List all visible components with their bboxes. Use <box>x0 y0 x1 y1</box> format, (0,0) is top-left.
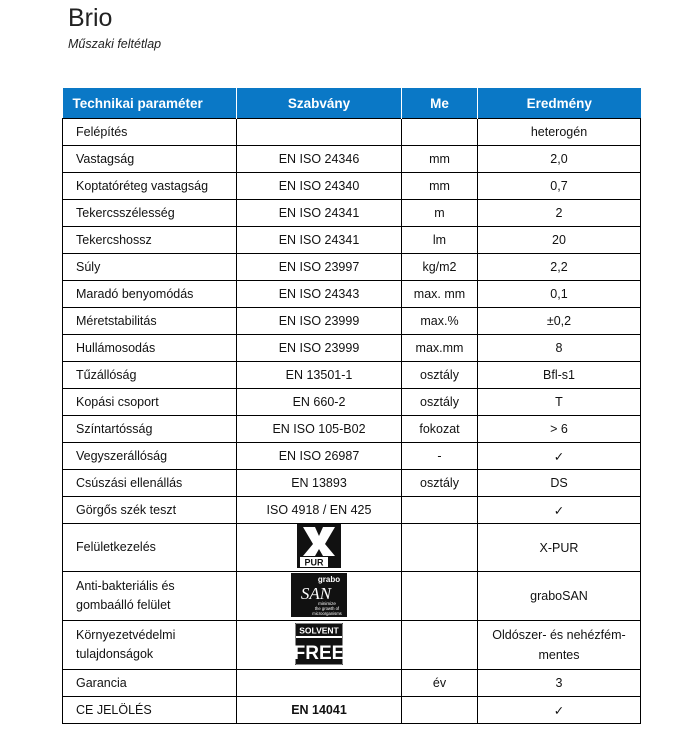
result-cell: 2,0 <box>478 146 641 173</box>
table-row <box>63 335 641 362</box>
table-row <box>63 308 641 335</box>
result-line-2: mentes <box>538 648 580 662</box>
unit-cell: max. mm <box>402 281 478 308</box>
param-cell: CE JELÖLÉS <box>63 697 237 724</box>
standard-cell: EN ISO 105-B02 <box>237 416 402 443</box>
result-cell: 0,1 <box>478 281 641 308</box>
table-row <box>63 281 641 308</box>
grabosan-small-2: the growth of <box>314 605 340 611</box>
result-cell: > 6 <box>478 416 641 443</box>
unit-cell: - <box>402 443 478 470</box>
result-cell: ±0,2 <box>478 308 641 335</box>
standard-cell: EN ISO 24341 <box>237 227 402 254</box>
table-row <box>63 497 641 524</box>
standard-cell: EN ISO 24346 <box>237 146 402 173</box>
param-cell: Maradó benyomódás <box>63 281 237 308</box>
table-row-guarantee <box>63 670 641 697</box>
param-cell <box>63 572 237 621</box>
result-cell: 2,2 <box>478 254 641 281</box>
param-cell: Koptatóréteg vastagság <box>63 173 237 200</box>
unit-cell: m <box>402 200 478 227</box>
unit-cell: év <box>402 670 478 697</box>
result-cell: X-PUR <box>478 524 641 572</box>
result-cell: T <box>478 389 641 416</box>
standard-cell: EN ISO 23997 <box>237 254 402 281</box>
standard-cell: EN ISO 23999 <box>237 308 402 335</box>
standard-cell <box>237 621 402 670</box>
xpur-logo-text: PUR <box>304 557 324 568</box>
param-cell: Méretstabilitás <box>63 308 237 335</box>
unit-cell <box>402 524 478 572</box>
result-cell: 20 <box>478 227 641 254</box>
param-cell: Tekercshossz <box>63 227 237 254</box>
standard-cell <box>237 524 402 572</box>
table-row <box>63 200 641 227</box>
param-line-2: gombaálló felület <box>76 598 171 612</box>
standard-cell: EN ISO 26987 <box>237 443 402 470</box>
unit-cell: mm <box>402 173 478 200</box>
solvent-free-line1: SOLVENT <box>299 625 339 635</box>
standard-cell: ISO 4918 / EN 425 <box>237 497 402 524</box>
unit-cell <box>402 497 478 524</box>
table-row <box>63 443 641 470</box>
param-cell: Vastagság <box>63 146 237 173</box>
col-header-result: Eredmény <box>478 88 641 119</box>
result-cell: 8 <box>478 335 641 362</box>
result-cell: graboSAN <box>478 572 641 621</box>
unit-cell <box>402 621 478 670</box>
unit-cell: max.% <box>402 308 478 335</box>
unit-cell: fokozat <box>402 416 478 443</box>
result-cell: ✓ <box>478 697 641 724</box>
standard-cell <box>237 119 402 146</box>
table-header-row <box>63 88 641 119</box>
unit-cell: osztály <box>402 389 478 416</box>
unit-cell: lm <box>402 227 478 254</box>
unit-cell <box>402 119 478 146</box>
standard-cell: EN 660-2 <box>237 389 402 416</box>
table-row-antibac <box>63 572 641 621</box>
param-cell: Görgős szék teszt <box>63 497 237 524</box>
result-cell: ✓ <box>478 497 641 524</box>
standard-cell: EN ISO 24340 <box>237 173 402 200</box>
table-row <box>63 227 641 254</box>
param-cell: Hullámosodás <box>63 335 237 362</box>
grabosan-top-text: grabo <box>317 574 341 584</box>
standard-cell: EN ISO 24343 <box>237 281 402 308</box>
result-cell: 0,7 <box>478 173 641 200</box>
unit-cell: osztály <box>402 362 478 389</box>
col-header-unit: Me <box>402 88 478 119</box>
table-row <box>63 362 641 389</box>
solvent-free-line2: FREE <box>295 642 343 664</box>
param-cell: Kopási csoport <box>63 389 237 416</box>
result-cell: DS <box>478 470 641 497</box>
result-line-1: Oldószer- és nehézfém- <box>492 628 626 642</box>
param-cell: Vegyszerállóság <box>63 443 237 470</box>
param-cell: Csúszási ellenállás <box>63 470 237 497</box>
param-line-1: Anti-bakteriális és <box>76 579 175 593</box>
param-cell: Tűzállóság <box>63 362 237 389</box>
result-cell: Bfl-s1 <box>478 362 641 389</box>
result-cell: 3 <box>478 670 641 697</box>
table-row <box>63 146 641 173</box>
result-cell: 2 <box>478 200 641 227</box>
spec-table <box>62 88 641 724</box>
solvent-free-logo-icon <box>295 623 343 668</box>
param-cell: Felületkezelés <box>63 524 237 572</box>
grabosan-main-text: SAN <box>300 583 332 603</box>
param-line-1: Környezetvédelmi <box>76 628 176 642</box>
param-cell: Garancia <box>63 670 237 697</box>
grabosan-small-1: minimize <box>318 600 336 606</box>
unit-cell: kg/m2 <box>402 254 478 281</box>
table-row-ce <box>63 697 641 724</box>
grabosan-small-3: microorganisms <box>312 610 342 616</box>
table-row <box>63 173 641 200</box>
table-body <box>63 119 641 724</box>
col-header-standard: Szabvány <box>237 88 402 119</box>
table-row <box>63 119 641 146</box>
unit-cell: osztály <box>402 470 478 497</box>
grabosan-logo-icon <box>291 573 347 620</box>
param-cell: Felépítés <box>63 119 237 146</box>
standard-cell: EN 13501-1 <box>237 362 402 389</box>
param-line-2: tulajdonságok <box>76 647 154 661</box>
param-cell <box>63 621 237 670</box>
standard-cell: EN 14041 <box>237 697 402 724</box>
standard-cell: EN 13893 <box>237 470 402 497</box>
doc-subtitle: Műszaki feltétlap <box>68 37 162 51</box>
result-cell: heterogén <box>478 119 641 146</box>
standard-cell <box>237 670 402 697</box>
standard-cell: EN ISO 24341 <box>237 200 402 227</box>
table-row <box>63 416 641 443</box>
unit-cell <box>402 572 478 621</box>
unit-cell <box>402 697 478 724</box>
table-row <box>63 254 641 281</box>
result-cell <box>478 621 641 670</box>
table-row <box>63 470 641 497</box>
col-header-param: Technikai paraméter <box>63 88 237 119</box>
unit-cell: max.mm <box>402 335 478 362</box>
unit-cell: mm <box>402 146 478 173</box>
param-cell: Színtartósság <box>63 416 237 443</box>
result-cell: ✓ <box>478 443 641 470</box>
table-row-env <box>63 621 641 670</box>
param-cell: Súly <box>63 254 237 281</box>
table-row <box>63 389 641 416</box>
standard-cell <box>237 572 402 621</box>
param-cell: Tekercsszélesség <box>63 200 237 227</box>
xpur-logo-icon <box>297 524 341 571</box>
doc-title: Brio <box>68 4 113 32</box>
standard-cell: EN ISO 23999 <box>237 335 402 362</box>
table-row-surface <box>63 524 641 572</box>
